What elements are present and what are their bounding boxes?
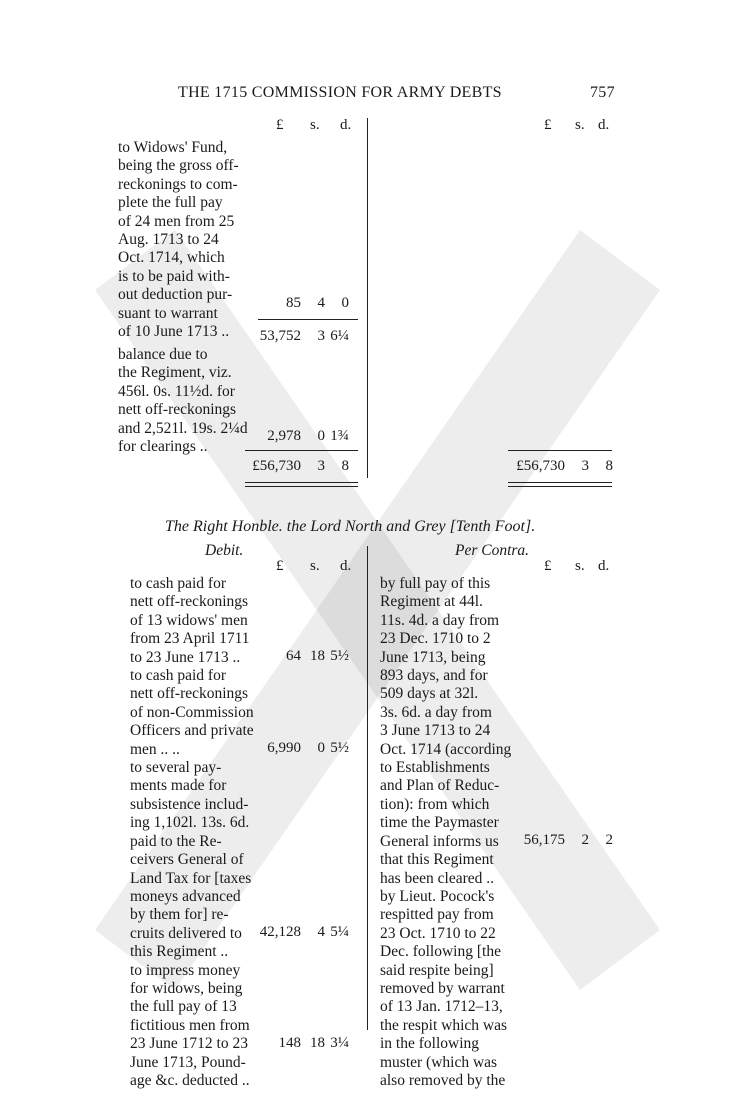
debit-amount-pence: 5½ bbox=[330, 740, 349, 756]
debit-entries: to cash paid for nett off-reckonings of 13 widows' men from 23 April 1711 to 23 June 1713 .. to cash paid for nett off-reckonings of non-Commission Officers and private men .. .. to several pay- ments made for subsistence includ- ing 1,102l. 13s. 6d. paid to the Re- ceivers General of Land Tax for [taxes moneys advanced by them for] re- cruits delivered to this Regiment .. to impress money for widows, being the full pay of 13 fictitious men from 23 June 1712 to 23 June 1713, Pound- age &c. deducted .. bbox=[130, 575, 254, 1089]
shilling-heading: s. bbox=[575, 558, 585, 574]
total-pounds: £56,730 bbox=[516, 458, 565, 474]
balance-pounds: 2,978 bbox=[267, 428, 301, 444]
widows-fund-entry: to Widows' Fund, being the gross off- reckonings to com- plete the full pay of 24 men from 25 Aug. 1713 to 24 Oct. 1714, which is to be paid with- out deduction pur- suant to warrant of 10 June 1713 .. bbox=[118, 139, 239, 341]
total-double-rule bbox=[508, 486, 612, 487]
total-double-rule bbox=[245, 486, 358, 487]
running-header: THE 1715 COMMISSION FOR ARMY DEBTS bbox=[178, 84, 502, 101]
balance-entry: balance due to the Regiment, viz. 456l. 0s. 11½d. for nett off-reckonings and 2,521l. 19s. 2¼d for clearings .. bbox=[118, 346, 248, 456]
page-number: 757 bbox=[590, 84, 615, 101]
pound-heading: £ bbox=[276, 558, 284, 574]
subtotal-shillings: 3 bbox=[317, 328, 325, 344]
total-double-rule bbox=[508, 482, 612, 483]
pound-heading: £ bbox=[276, 117, 284, 133]
pence-heading: d. bbox=[340, 558, 352, 574]
contra-amount-pence: 2 bbox=[605, 832, 613, 848]
pound-heading: £ bbox=[544, 117, 552, 133]
debit-label: Debit. bbox=[205, 542, 244, 559]
amount-pence: 0 bbox=[341, 295, 349, 311]
pound-heading: £ bbox=[544, 558, 552, 574]
subtotal-pounds: 53,752 bbox=[259, 328, 301, 344]
contra-amount-pounds: 56,175 bbox=[523, 832, 565, 848]
debit-amount-shillings: 18 bbox=[310, 1035, 325, 1051]
contra-entries: by full pay of this Regiment at 44l. 11s. 4d. a day from 23 Dec. 1710 to 2 June 1713, being 893 days, and for 509 days at 32l. 3s. 6d. a day from 3 June 1713 to 24 Oct. 1714 (according to Establishments and Plan of Reduc- tion): from which time the Paymaster General informs us that this Regiment has been cleared .. by Lieut. Pocock's respitted pay from 23 Oct. 1710 to 22 Dec. following [the said respite being] removed by warrant of 13 Jan. 1712–13, the respit which was in the following muster (which was also removed by the bbox=[380, 575, 512, 1089]
subtotal-rule bbox=[258, 319, 358, 320]
debit-amount-shillings: 18 bbox=[310, 648, 325, 664]
amount-pounds: 85 bbox=[286, 295, 301, 311]
amount-shillings: 4 bbox=[317, 295, 325, 311]
debit-amount-pounds: 6,990 bbox=[267, 740, 301, 756]
debit-amount-pence: 5¼ bbox=[330, 924, 349, 940]
column-divider bbox=[367, 546, 368, 1030]
pence-heading: d. bbox=[598, 558, 610, 574]
total-pence: 8 bbox=[605, 458, 613, 474]
total-pounds: £56,730 bbox=[252, 458, 301, 474]
section-title: The Right Honble. the Lord North and Grey [Tenth Foot]. bbox=[165, 518, 536, 535]
contra-label: Per Contra. bbox=[455, 542, 530, 559]
column-divider bbox=[367, 118, 368, 478]
shilling-heading: s. bbox=[310, 117, 320, 133]
total-shillings: 3 bbox=[317, 458, 325, 474]
balance-shillings: 0 bbox=[317, 428, 325, 444]
shilling-heading: s. bbox=[575, 117, 585, 133]
balance-pence: 1¾ bbox=[330, 428, 349, 444]
debit-amount-pounds: 148 bbox=[278, 1035, 301, 1051]
subtotal-pence: 6¼ bbox=[330, 328, 349, 344]
debit-amount-shillings: 4 bbox=[317, 924, 325, 940]
total-double-rule bbox=[245, 482, 358, 483]
debit-amount-pence: 3¼ bbox=[330, 1035, 349, 1051]
pence-heading: d. bbox=[598, 117, 610, 133]
total-shillings: 3 bbox=[581, 458, 589, 474]
total-rule bbox=[508, 450, 612, 451]
shilling-heading: s. bbox=[310, 558, 320, 574]
debit-amount-pounds: 42,128 bbox=[259, 924, 301, 940]
debit-amount-shillings: 0 bbox=[317, 740, 325, 756]
contra-amount-shillings: 2 bbox=[581, 832, 589, 848]
pence-heading: d. bbox=[340, 117, 352, 133]
total-pence: 8 bbox=[341, 458, 349, 474]
total-rule bbox=[245, 450, 358, 451]
debit-amount-pounds: 64 bbox=[286, 648, 301, 664]
debit-amount-pence: 5½ bbox=[330, 648, 349, 664]
